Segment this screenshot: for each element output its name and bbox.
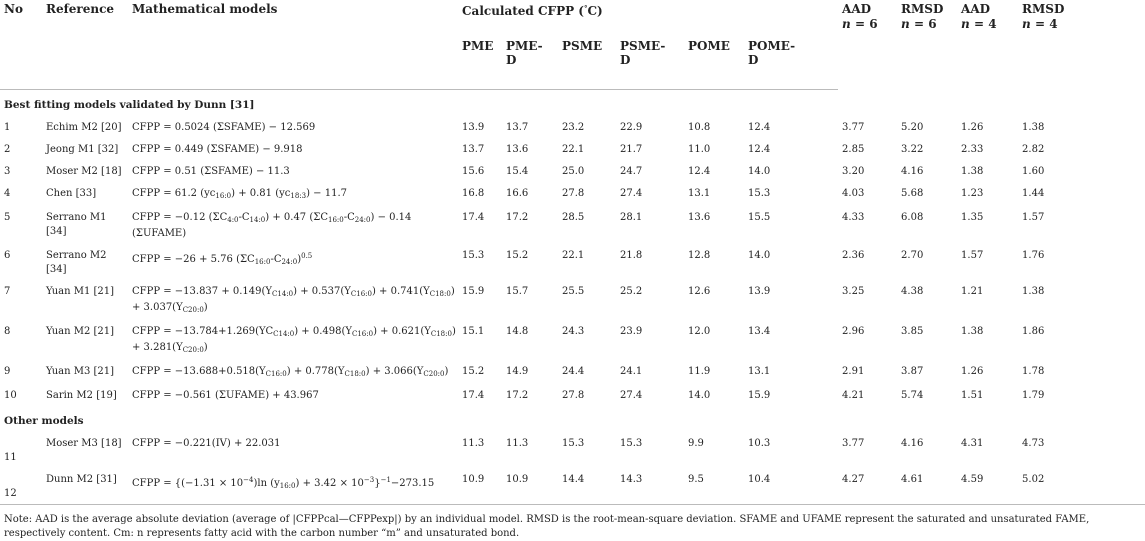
- header-pome-d: POME- D: [744, 39, 838, 90]
- header-rmsd-n4: RMSD n = 4: [1022, 2, 1065, 31]
- table-row: 9 Yuan M3 [21] CFPP = $-13.688+0.518(Y_{C16:0}) + 0.778(Y_{C18:0}) + 3.066(Y_{C20:0})$ 15.2 14.9 24.4 24.1 11.9 13.1 2.91 3.87 1.26 1.78: [4, 366, 1045, 378]
- header-no: No: [4, 2, 23, 16]
- table-row: 10 Sarin M2 [19] CFPP = −0.561 (ΣUFAME) + 43.967 17.4 17.2 27.8 27.4 14.0 15.9 4.21 5.74 1.51 1.79: [4, 390, 1045, 401]
- header-pme: PME: [458, 39, 502, 90]
- header-pme-d: PME- D: [502, 39, 558, 90]
- table-row: 3 Moser M2 [18] CFPP = 0.51 (ΣSFAME) − 11.3 15.6 15.4 25.0 24.7 12.4 14.0 3.20 4.16 1.38 1.60: [4, 166, 1045, 177]
- table-row: 4 Chen [33] CFPP = 61.2 $(yc_{16:0}) + 0.81$ $(yc_{18:3}) - 11.7$ 16.8 16.6 27.8 27.4 13.1 15.3 4.03 5.68 1.23 1.44: [4, 188, 1045, 200]
- header-aad-n4: AAD n = 4: [961, 2, 997, 31]
- table-row: 2 Jeong M1 [32] CFPP = 0.449 (ΣSFAME) − 9.918 13.7 13.6 22.1 21.7 11.0 12.4 2.85 3.22 2.33 2.82: [4, 144, 1045, 155]
- header-psme: PSME: [558, 39, 616, 90]
- table-row: 6 Serrano M2 [34] CFPP = −26 + 5.76 $(\Sigma C_{16:0}-C_{24:0})^{0.5}$ 15.3 15.2 22.1 21.8 12.8 14.0 2.36 2.70 1.57 1.76: [4, 250, 1045, 275]
- table-note: Note: AAD is the average absolute deviation (average of |CFPPcal—CFPPexp|) by an individual model. RMSD is the root-mean-square deviation. SFAME and UFAME represent the saturated and unsaturated FAME, respectively content. Cm: n represents fatty acid with the carbon number “m” and unsaturated bond.: [4, 514, 1090, 539]
- table-row: 8 Yuan M2 [21] CFPP = $-13.784+1.269(YC_{C14:0}) + 0.498(Y_{C16:0}) + 0.621(Y_{C18:0}) + 3.281(Y_{C20:0})$ 15.1 14.8 24.3 23.9 12.0 13.4 2.96 3.85 1.38 1.86: [4, 326, 1045, 354]
- table-row: 12 Dunn M2 [31] CFPP = {$(-1.31 \times 10^{-4})\ln$ $(y_{16:0}) + 3.42 \times 10^{-3}\}^{-1}-273.15$ 10.9 10.9 14.4 14.3 9.5 10.4 4.27 4.61 4.59 5.02: [0, 468, 1145, 505]
- table-row: 7 Yuan M1 [21] CFPP = $-13.837 + 0.149(Y_{C14:0}) + 0.537(Y_{C16:0}) + 0.741(Y_{C18:0}) + 3.037(Y_{C20:0})$ 15.9 15.7 25.5 25.2 12.6 13.9 3.25 4.38 1.21 1.38: [4, 286, 1045, 314]
- header-calculated-cfpp: Calculated CFPP (°C): [462, 4, 603, 18]
- table-row: 5 Serrano M1 [34] CFPP = −0.12 $(\Sigma C_{4:0}-C_{14:0}) + 0.47$ $(\Sigma C_{16:0}-C_{24:0}) - 0.14$ (ΣUFAME) 17.4 17.2 28.5 28.1 13.6 15.5 4.33 6.08 1.35 1.57: [4, 212, 1045, 239]
- section-best-fitting: Best fitting models validated by Dunn [31]: [4, 99, 255, 111]
- header-psme-d: PSME- D: [616, 39, 684, 90]
- header-pome: POME: [684, 39, 744, 90]
- header-aad-n6: AAD n = 6: [842, 2, 878, 31]
- table-row: 1 Echim M2 [20] CFPP = 0.5024 (ΣSFAME) − 12.569 13.9 13.7 23.2 22.9 10.8 12.4 3.77 5.20 1.26 1.38: [4, 122, 1045, 133]
- header-rmsd-n6: RMSD n = 6: [901, 2, 944, 31]
- header-models: Mathematical models: [132, 2, 278, 16]
- table-row: 11 Moser M3 [18] CFPP = −0.221(IV) + 22.031 11.3 11.3 15.3 15.3 9.9 10.3 3.77 4.16 4.31 4.73: [4, 438, 1045, 463]
- header-reference: Reference: [46, 2, 115, 16]
- section-other-models: Other models: [4, 415, 84, 427]
